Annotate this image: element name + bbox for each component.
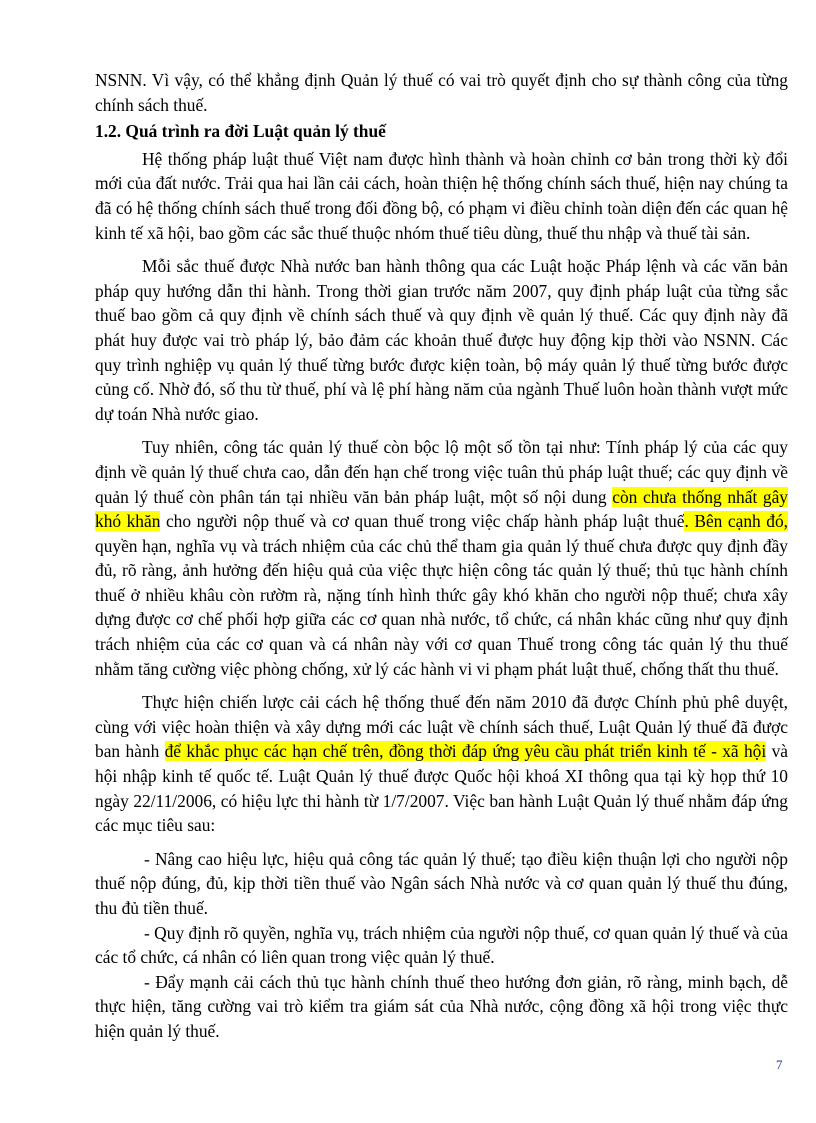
highlight-1: còn chưa thống nhất gây khó khăn — [95, 486, 788, 532]
page-number: 7 — [776, 1057, 783, 1072]
paragraph-3-text-b: cho người nộp thuế và cơ quan thuế trong việc chấp hành pháp luật thuế — [160, 511, 685, 532]
section-heading: 1.2. Quá trình ra đời Luật quản lý thuế — [95, 121, 386, 142]
paragraph-3-text-c: quyền hạn, nghĩa vụ và trách nhiệm của các chủ thể tham gia quản lý thuế chưa được quy định đầy đủ, rõ ràng, ảnh hưởng đến hiệu quả của việc thực hiện công tác quản lý thuế; thủ tục hành chính thuế ở nhiều khâu còn rườm rà, nặng tính hình thức gây khó khăn cho người nộp thuế; chưa xây dựng được cơ chế phối hợp giữa các cơ quan nhà nước, tổ chức, cá nhân khác cũng như quy định trách nhiệm của các cơ quan và cá nhân này với cơ quan Thuế trong công tác quản lý thu thuế nhằm tăng cường việc phòng chống, xử lý các hành vi vi phạm phát luật thuế, chống thất thu thuế. — [95, 535, 788, 679]
paragraph-4-text-a: Thực hiện chiến lược cải cách hệ thống thuế đến năm 2010 đã được Chính phủ phê duyệt, cùng với việc hoàn thiện và xây dựng mới các luật về chính sách thuế, Luật Quản lý thuế đã được ban hành — [95, 692, 788, 762]
bullet-item-2: - Quy định rõ quyền, nghĩa vụ, trách nhiệm của người nộp thuế, cơ quan quản lý thuế và của các tổ chức, cá nhân có liên quan trong việc quản lý thuế. — [95, 922, 788, 968]
paragraph-3 — [95, 435, 788, 681]
paragraph-intro: NSNN. Vì vậy, có thể khẳng định Quản lý thuế có vai trò quyết định cho sự thành công của từng chính sách thuế. — [95, 70, 788, 115]
document-page — [95, 68, 788, 1044]
paragraph-3-text-a: Tuy nhiên, công tác quản lý thuế còn bộc lộ một số tồn tại như: Tính pháp lý của các quy định về quản lý thuế chưa cao, dẫn đến hạn chế trong việc tuân thủ pháp luật thuế; các quy định về quản lý thuế còn phân tán tại nhiều văn bản pháp luật, một số nội dung — [95, 437, 788, 507]
highlight-3: để khắc phục các hạn chế trên, đồng thời đáp ứng yêu cầu phát triển kinh tế - xã hội — [164, 741, 767, 762]
paragraph-1: Hệ thống pháp luật thuế Việt nam được hình thành và hoàn chỉnh cơ bản trong thời kỳ đổi mới của đất nước. Trải qua hai lần cải cách, hoàn thiện hệ thống chính sách thuế, hiện nay chúng ta đã có hệ thống chính sách thuế trong đối đồng bộ, có phạm vi điều chỉnh toàn diện đến các quan hệ kinh tế xã hội, bao gồm các sắc thuế thuộc nhóm thuế tiêu dùng, thuế thu nhập và thuế tài sản. — [95, 148, 788, 243]
paragraph-4 — [95, 690, 788, 838]
highlight-2: . Bên cạnh đó, — [684, 511, 788, 532]
bullet-item-3: - Đẩy mạnh cải cách thủ tục hành chính thuế theo hướng đơn giản, rõ ràng, minh bạch, dễ thực hiện, tăng cường vai trò kiểm tra giám sát của Nhà nước, cộng đồng xã hội trong việc thực hiện quản lý thuế. — [95, 971, 788, 1041]
paragraph-4-text-b: và hội nhập kinh tế quốc tế. Luật Quản lý thuế được Quốc hội khoá XI thông qua tại kỳ họp thứ 10 ngày 22/11/2006, có hiệu lực thi hành từ 1/7/2007. Việc ban hành Luật Quản lý thuế nhằm đáp ứng các mục tiêu sau: — [95, 741, 788, 836]
paragraph-2: Mỗi sắc thuế được Nhà nước ban hành thông qua các Luật hoặc Pháp lệnh và các văn bản pháp quy hướng dẫn thi hành. Trong thời gian trước năm 2007, quy định pháp luật của từng sắc thuế bao gồm cả quy định về chính sách thuế và quy định về quản lý thuế. Các quy định này đã phát huy được vai trò pháp lý, bảo đảm các khoản thuế được huy động kịp thời vào NSNN. Các quy trình nghiệp vụ quản lý thuế từng bước được kiện toàn, bộ máy quản lý thuế từng bước được củng cố. Nhờ đó, số thu từ thuế, phí và lệ phí hàng năm của ngành Thuế luôn hoàn thành vượt mức dự toán Nhà nước giao. — [95, 256, 788, 424]
bullet-item-1: - Nâng cao hiệu lực, hiệu quả công tác quản lý thuế; tạo điều kiện thuận lợi cho người nộp thuế nộp đúng, đủ, kịp thời tiền thuế vào Ngân sách Nhà nước và cơ quan quản lý thuế thu đúng, thu đủ tiền thuế. — [95, 848, 788, 918]
